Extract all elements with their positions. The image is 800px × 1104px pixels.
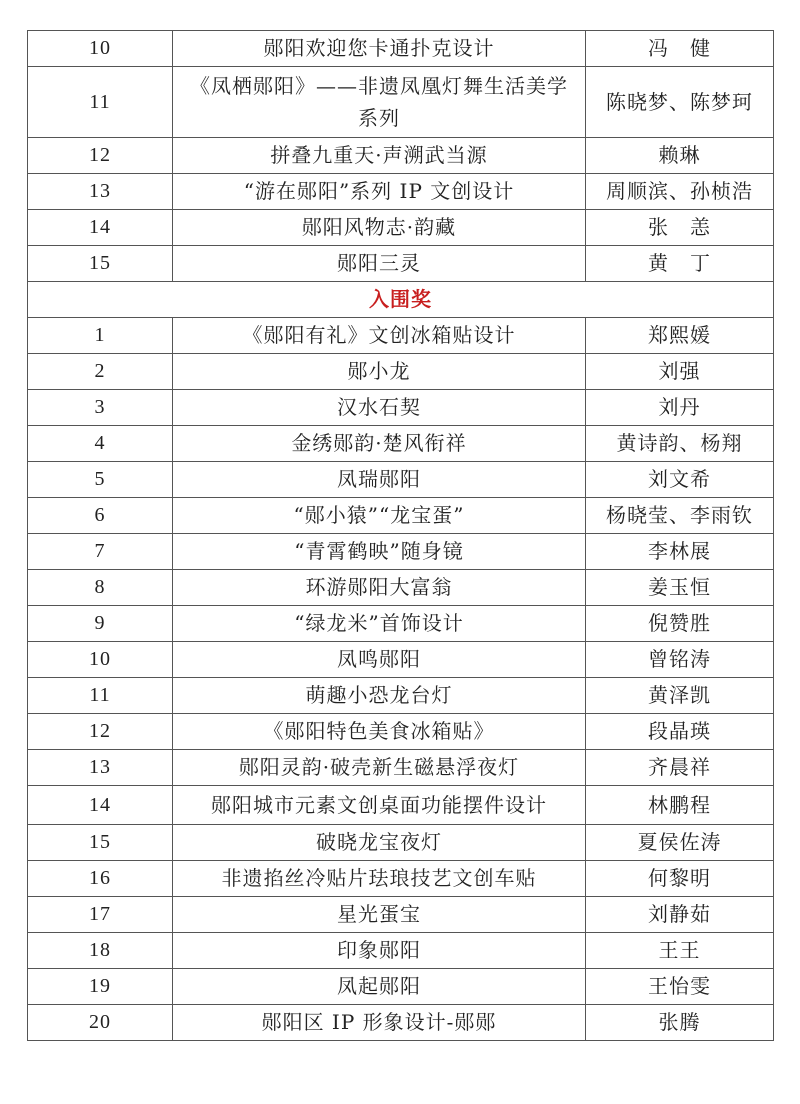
row-number: 11 — [28, 678, 173, 714]
row-number: 2 — [28, 354, 173, 390]
section-heading: 入围奖 — [28, 282, 774, 318]
work-title: “游在郧阳”系列 IP 文创设计 — [173, 174, 586, 210]
row-number: 13 — [28, 174, 173, 210]
author-name: 林鹏程 — [586, 786, 774, 825]
table-row — [28, 138, 774, 174]
author-name: 郑熙媛 — [586, 318, 774, 354]
table-row — [28, 750, 774, 786]
work-title: 金绣郧韵·楚风衔祥 — [173, 426, 586, 462]
author-name: 黄泽凯 — [586, 678, 774, 714]
table-row — [28, 318, 774, 354]
row-number: 12 — [28, 138, 173, 174]
work-title: “郧小猿”“龙宝蛋” — [173, 498, 586, 534]
author-name: 刘丹 — [586, 390, 774, 426]
table-row — [28, 426, 774, 462]
author-name: 王王 — [586, 933, 774, 969]
work-title: 《凤栖郧阳》——非遗凤凰灯舞生活美学系列 — [173, 67, 586, 138]
row-number: 5 — [28, 462, 173, 498]
row-number: 19 — [28, 969, 173, 1005]
work-title: 郧小龙 — [173, 354, 586, 390]
table-row — [28, 825, 774, 861]
work-title: “绿龙米”首饰设计 — [173, 606, 586, 642]
table-row — [28, 570, 774, 606]
author-name: 夏侯佐涛 — [586, 825, 774, 861]
row-number: 6 — [28, 498, 173, 534]
work-title: 《郧阳特色美食冰箱贴》 — [173, 714, 586, 750]
work-title: 非遗掐丝冷贴片珐琅技艺文创车贴 — [173, 861, 586, 897]
work-title: 萌趣小恐龙台灯 — [173, 678, 586, 714]
work-title: 郧阳城市元素文创桌面功能摆件设计 — [173, 786, 586, 825]
section-row — [28, 282, 774, 318]
table-row — [28, 969, 774, 1005]
author-name: 张 恙 — [586, 210, 774, 246]
row-number: 18 — [28, 933, 173, 969]
row-number: 9 — [28, 606, 173, 642]
work-title: 郧阳灵韵·破壳新生磁悬浮夜灯 — [173, 750, 586, 786]
award-table-body — [28, 31, 774, 1041]
table-row — [28, 210, 774, 246]
author-name: 曾铭涛 — [586, 642, 774, 678]
work-title: 郧阳风物志·韵藏 — [173, 210, 586, 246]
work-title: 破晓龙宝夜灯 — [173, 825, 586, 861]
row-number: 12 — [28, 714, 173, 750]
table-row — [28, 67, 774, 138]
author-name: 段晶瑛 — [586, 714, 774, 750]
author-name: 李林展 — [586, 534, 774, 570]
author-name: 王怡雯 — [586, 969, 774, 1005]
author-name: 倪赞胜 — [586, 606, 774, 642]
work-title: 拼叠九重天·声溯武当源 — [173, 138, 586, 174]
author-name: 张腾 — [586, 1005, 774, 1041]
author-name: 杨晓莹、李雨钦 — [586, 498, 774, 534]
author-name: 黄诗韵、杨翔 — [586, 426, 774, 462]
author-name: 刘强 — [586, 354, 774, 390]
work-title: 《郧阳有礼》文创冰箱贴设计 — [173, 318, 586, 354]
row-number: 4 — [28, 426, 173, 462]
row-number: 3 — [28, 390, 173, 426]
award-table — [27, 30, 774, 1041]
table-row — [28, 642, 774, 678]
author-name: 齐晨祥 — [586, 750, 774, 786]
row-number: 16 — [28, 861, 173, 897]
table-row — [28, 246, 774, 282]
author-name: 陈晓梦、陈梦珂 — [586, 67, 774, 138]
author-name: 黄 丁 — [586, 246, 774, 282]
row-number: 15 — [28, 825, 173, 861]
table-row — [28, 174, 774, 210]
row-number: 20 — [28, 1005, 173, 1041]
table-row — [28, 606, 774, 642]
author-name: 刘文希 — [586, 462, 774, 498]
row-number: 14 — [28, 210, 173, 246]
table-row — [28, 933, 774, 969]
work-title: 印象郧阳 — [173, 933, 586, 969]
table-row — [28, 786, 774, 825]
table-row — [28, 31, 774, 67]
row-number: 14 — [28, 786, 173, 825]
award-list-sheet — [27, 30, 773, 1041]
work-title: 郧阳三灵 — [173, 246, 586, 282]
work-title: 环游郧阳大富翁 — [173, 570, 586, 606]
row-number: 7 — [28, 534, 173, 570]
author-name: 赖琳 — [586, 138, 774, 174]
table-row — [28, 714, 774, 750]
row-number: 1 — [28, 318, 173, 354]
row-number: 8 — [28, 570, 173, 606]
table-row — [28, 462, 774, 498]
table-row — [28, 534, 774, 570]
row-number: 13 — [28, 750, 173, 786]
work-title: “青霄鹤映”随身镜 — [173, 534, 586, 570]
row-number: 17 — [28, 897, 173, 933]
row-number: 15 — [28, 246, 173, 282]
work-title: 星光蛋宝 — [173, 897, 586, 933]
work-title: 汉水石契 — [173, 390, 586, 426]
work-title: 凤瑞郧阳 — [173, 462, 586, 498]
work-title: 郧阳欢迎您卡通扑克设计 — [173, 31, 586, 67]
work-title: 凤鸣郧阳 — [173, 642, 586, 678]
table-row — [28, 390, 774, 426]
table-row — [28, 861, 774, 897]
author-name: 冯 健 — [586, 31, 774, 67]
work-title: 郧阳区 IP 形象设计-郧郧 — [173, 1005, 586, 1041]
table-row — [28, 897, 774, 933]
row-number: 10 — [28, 31, 173, 67]
row-number: 10 — [28, 642, 173, 678]
author-name: 姜玉恒 — [586, 570, 774, 606]
table-row — [28, 678, 774, 714]
author-name: 何黎明 — [586, 861, 774, 897]
work-title: 凤起郧阳 — [173, 969, 586, 1005]
row-number: 11 — [28, 67, 173, 138]
table-row — [28, 498, 774, 534]
author-name: 刘静茹 — [586, 897, 774, 933]
author-name: 周顺滨、孙桢浩 — [586, 174, 774, 210]
table-row — [28, 354, 774, 390]
table-row — [28, 1005, 774, 1041]
